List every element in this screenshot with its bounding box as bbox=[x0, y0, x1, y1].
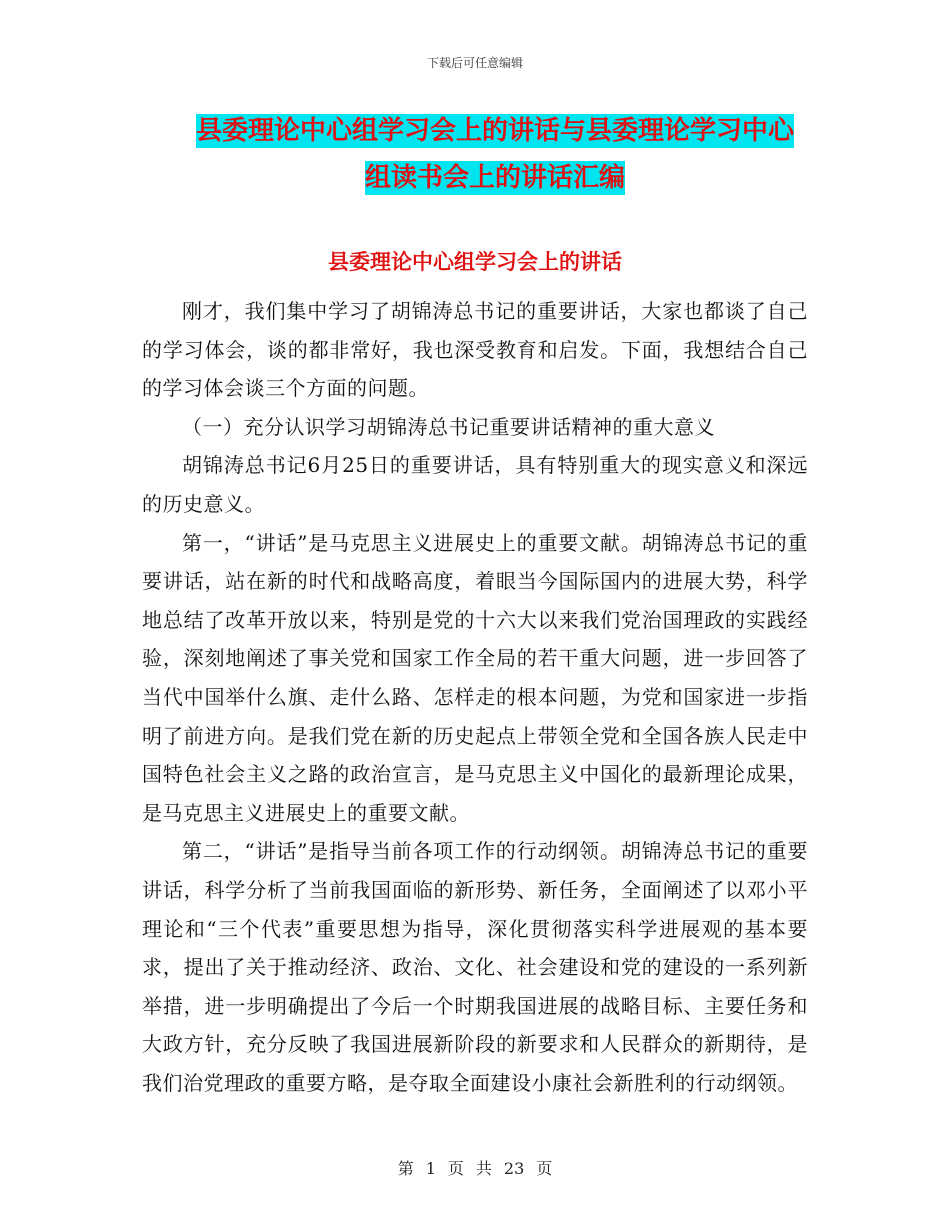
footer-label-prefix: 第 bbox=[397, 1159, 414, 1178]
paragraph-second-point: 第二，“讲话”是指导当前各项工作的行动纲领。胡锦涛总书记的重要讲话，科学分析了当前我国面临的新形势、新任务，全面阐述了以邓小平理论和“三个代表”重要思想为指导，深化贯彻落实科学进展观的基本要求，提出了关于推动经济、政治、文化、社会建设和党的建设的一系列新举措，进一步明确提出了今后一个时期我国进展的战略目标、主要任务和大政方针，充分反映了我国进展新阶段的新要求和人民群众的新期待，是我们治党理政的重要方略，是夺取全面建设小康社会新胜利的行动纲领。 bbox=[142, 839, 808, 1095]
document-title-line2: 组读书会上的讲话汇编 bbox=[364, 163, 625, 193]
footer-label-suffix: 页 bbox=[536, 1159, 553, 1178]
paragraph-first-point: 第一，“讲话”是马克思主义进展史上的重要文献。胡锦涛总书记的重要讲话，站在新的时代和战略高度，着眼当今国际国内的进展大势，科学地总结了改革开放以来，特别是党的十六大以来我们党治国理政的实践经验，深刻地阐述了事关党和国家工作全局的若干重大问题，进一步回答了当代中国举什么旗、走什么路、怎样走的根本问题，为党和国家进一步指明了前进方向。是我们党在新的历史起点上带领全党和全国各族人民走中国特色社会主义之路的政治宣言，是马克思主义中国化的最新理论成果，是马克思主义进展史上的重要文献。 bbox=[142, 530, 808, 825]
document-body bbox=[142, 292, 808, 1102]
footer-label-mid: 页 bbox=[447, 1159, 464, 1178]
document-title bbox=[120, 108, 870, 202]
page-header-note: 下载后可任意编辑 bbox=[426, 56, 523, 70]
paragraph-intro: 刚才，我们集中学习了胡锦涛总书记的重要讲话，大家也都谈了自己的学习体会，谈的都非常好，我也深受教育和启发。下面，我想结合自己的学习体会谈三个方面的问题。 bbox=[142, 299, 808, 401]
page-total: 23 bbox=[503, 1159, 525, 1178]
page-number: 1 bbox=[425, 1159, 436, 1178]
paragraph-speech-date: 胡锦涛总书记6月25日的重要讲话，具有特别重大的现实意义和深远的历史意义。 bbox=[142, 453, 808, 516]
paragraph-heading-one: （一）充分认识学习胡锦涛总书记重要讲话精神的重大意义 bbox=[182, 414, 715, 439]
page-footer bbox=[0, 1156, 950, 1179]
document-title-line1: 县委理论中心组学习会上的讲话与县委理论学习中心 bbox=[195, 116, 794, 146]
footer-label-total-prefix: 共 bbox=[475, 1159, 492, 1178]
section-title: 县委理论中心组学习会上的讲话 bbox=[328, 250, 622, 274]
